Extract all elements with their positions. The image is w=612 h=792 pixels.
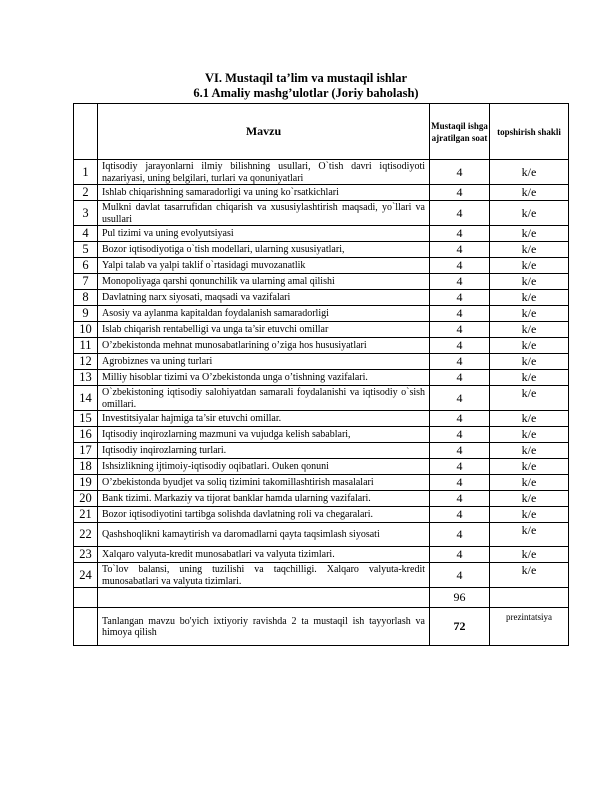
total-empty-form bbox=[490, 588, 569, 608]
row-form: k/e bbox=[490, 274, 569, 290]
row-hours: 4 bbox=[430, 443, 490, 459]
row-form: k/e bbox=[490, 386, 569, 411]
table-row bbox=[74, 201, 569, 226]
row-number: 16 bbox=[74, 427, 98, 443]
extra-empty-num bbox=[74, 608, 98, 646]
row-number: 24 bbox=[74, 563, 98, 588]
row-number: 6 bbox=[74, 258, 98, 274]
row-topic: Iqtisodiy inqirozlarning turlari. bbox=[98, 443, 430, 459]
row-form: k/e bbox=[490, 411, 569, 427]
total-empty-num bbox=[74, 588, 98, 608]
section-title: VI. Mustaqil ta’lim va mustaqil ishlar bbox=[204, 71, 408, 85]
table-row bbox=[74, 338, 569, 354]
row-form: k/e bbox=[490, 459, 569, 475]
row-number: 19 bbox=[74, 475, 98, 491]
row-hours: 4 bbox=[430, 185, 490, 201]
table-row bbox=[74, 226, 569, 242]
extra-topic: Tanlangan mavzu bo'yich ixtiyoriy ravishda 2 ta mustaqil ish tayyorlash va himoya qilish bbox=[98, 608, 430, 646]
row-form: k/e bbox=[490, 306, 569, 322]
row-form: k/e bbox=[490, 258, 569, 274]
row-number: 11 bbox=[74, 338, 98, 354]
table-row bbox=[74, 386, 569, 411]
row-number: 21 bbox=[74, 507, 98, 523]
row-number: 8 bbox=[74, 290, 98, 306]
row-topic: Iqtisodiy jarayonlarni ilmiy bilishning usullari, O`tish davri iqtisodiyoti nazariyasi, uning belgilari, turlari va qonuniyatlari bbox=[98, 160, 430, 185]
row-form: k/e bbox=[490, 547, 569, 563]
row-hours: 4 bbox=[430, 242, 490, 258]
table-row bbox=[74, 475, 569, 491]
table-row bbox=[74, 370, 569, 386]
row-number: 10 bbox=[74, 322, 98, 338]
row-hours: 4 bbox=[430, 491, 490, 507]
row-topic: Davlatning narx siyosati, maqsadi va vazifalari bbox=[98, 290, 430, 306]
row-hours: 4 bbox=[430, 258, 490, 274]
row-form: k/e bbox=[490, 338, 569, 354]
row-form: k/e bbox=[490, 475, 569, 491]
row-form: k/e bbox=[490, 201, 569, 226]
row-hours: 4 bbox=[430, 306, 490, 322]
row-topic: Asosiy va aylanma kapitaldan foydalanish samaradorligi bbox=[98, 306, 430, 322]
row-topic: O’zbekistonda byudjet va soliq tizimini takomillashtirish masalalari bbox=[98, 475, 430, 491]
row-number: 13 bbox=[74, 370, 98, 386]
row-topic: O`zbekistoning iqtisodiy salohiyatdan samarali foydalanishi va iqtisodiy o`sish omillari. bbox=[98, 386, 430, 411]
row-form: k/e bbox=[490, 491, 569, 507]
row-number: 14 bbox=[74, 386, 98, 411]
row-number: 12 bbox=[74, 354, 98, 370]
row-form: k/e bbox=[490, 427, 569, 443]
row-form: k/e bbox=[490, 185, 569, 201]
row-number: 4 bbox=[74, 226, 98, 242]
row-form: k/e bbox=[490, 507, 569, 523]
total-hours: 96 bbox=[430, 588, 490, 608]
row-topic: Pul tizimi va uning evolyutsiyasi bbox=[98, 226, 430, 242]
row-topic: Xalqaro valyuta-kredit munosabatlari va valyuta tizimlari. bbox=[98, 547, 430, 563]
row-form: k/e bbox=[490, 242, 569, 258]
total-row bbox=[74, 588, 569, 608]
row-form: k/e bbox=[490, 370, 569, 386]
table-row bbox=[74, 258, 569, 274]
row-form: k/e bbox=[490, 226, 569, 242]
table-row bbox=[74, 507, 569, 523]
row-number: 2 bbox=[74, 185, 98, 201]
row-topic: O’zbekistonda mehnat munosabatlarining o’ziga hos hususiyatlari bbox=[98, 338, 430, 354]
row-form: k/e bbox=[490, 160, 569, 185]
row-number: 20 bbox=[74, 491, 98, 507]
row-number: 23 bbox=[74, 547, 98, 563]
row-hours: 4 bbox=[430, 201, 490, 226]
independent-work-table bbox=[73, 103, 569, 646]
row-hours: 4 bbox=[430, 338, 490, 354]
row-hours: 4 bbox=[430, 563, 490, 588]
row-topic: Bozor iqtisodiyotini tartibga solishda davlatning roli va chegaralari. bbox=[98, 507, 430, 523]
row-topic: Investitsiyalar hajmiga ta’sir etuvchi omillar. bbox=[98, 411, 430, 427]
table-row bbox=[74, 242, 569, 258]
table-row bbox=[74, 491, 569, 507]
row-hours: 4 bbox=[430, 386, 490, 411]
row-number: 9 bbox=[74, 306, 98, 322]
header-num bbox=[74, 104, 98, 160]
row-hours: 4 bbox=[430, 370, 490, 386]
table-row bbox=[74, 185, 569, 201]
extra-row bbox=[74, 608, 569, 646]
row-topic: Islab chiqarish rentabelligi va unga ta’sir etuvchi omillar bbox=[98, 322, 430, 338]
row-topic: Yalpi talab va yalpi taklif o`rtasidagi muvozanatlik bbox=[98, 258, 430, 274]
row-form: k/e bbox=[490, 563, 569, 588]
row-number: 5 bbox=[74, 242, 98, 258]
row-hours: 4 bbox=[430, 475, 490, 491]
row-topic: Mulkni davlat tasarrufidan chiqarish va xususiylashtirish maqsadi, yo`llari va usullari bbox=[98, 201, 430, 226]
row-topic: Monopoliyaga qarshi qonunchilik va ularning amal qilishi bbox=[98, 274, 430, 290]
row-topic: Qashshoqlikni kamaytirish va daromadlarni qayta taqsimlash siyosati bbox=[98, 523, 430, 547]
row-number: 18 bbox=[74, 459, 98, 475]
table-row bbox=[74, 306, 569, 322]
row-topic: Iqtisodiy inqirozlarning mazmuni va vujudga kelish sabablari, bbox=[98, 427, 430, 443]
row-form: k/e bbox=[490, 443, 569, 459]
row-topic: To`lov balansi, uning tuzilishi va taqchilligi. Xalqaro valyuta-kredit munosabatlari va valyuta tizimlari. bbox=[98, 563, 430, 588]
header-form: topshirish shakli bbox=[490, 104, 569, 160]
row-number: 15 bbox=[74, 411, 98, 427]
table-row bbox=[74, 160, 569, 185]
row-form: k/e bbox=[490, 322, 569, 338]
row-hours: 4 bbox=[430, 160, 490, 185]
row-hours: 4 bbox=[430, 226, 490, 242]
header-topic: Mavzu bbox=[98, 104, 430, 160]
extra-form: prezintatsiya bbox=[490, 608, 569, 646]
row-topic: Milliy hisoblar tizimi va O’zbekistonda unga o’tishning vazifalari. bbox=[98, 370, 430, 386]
header-hours: Mustaqil ishga ajratilgan soat bbox=[430, 104, 490, 160]
row-hours: 4 bbox=[430, 411, 490, 427]
row-hours: 4 bbox=[430, 274, 490, 290]
table-row bbox=[74, 427, 569, 443]
row-number: 22 bbox=[74, 523, 98, 547]
row-hours: 4 bbox=[430, 507, 490, 523]
table-row bbox=[74, 443, 569, 459]
row-topic: Bozor iqtisodiyotiga o`tish modellari, ularning xususiyatlari, bbox=[98, 242, 430, 258]
row-hours: 4 bbox=[430, 547, 490, 563]
row-topic: Ishlab chiqarishning samaradorligi va uning ko`rsatkichlari bbox=[98, 185, 430, 201]
row-hours: 4 bbox=[430, 354, 490, 370]
row-topic: Agrobiznes va uning turlari bbox=[98, 354, 430, 370]
row-number: 17 bbox=[74, 443, 98, 459]
table-header-row bbox=[74, 104, 569, 160]
table-row bbox=[74, 547, 569, 563]
row-number: 7 bbox=[74, 274, 98, 290]
subsection-title: 6.1 Amaliy mashg’ulotlar (Joriy baholash) bbox=[193, 86, 419, 100]
table-row bbox=[74, 354, 569, 370]
table-row bbox=[74, 563, 569, 588]
table-row bbox=[74, 459, 569, 475]
row-form: k/e bbox=[490, 290, 569, 306]
extra-hours: 72 bbox=[430, 608, 490, 646]
row-form: k/e bbox=[490, 354, 569, 370]
table-row bbox=[74, 274, 569, 290]
row-hours: 4 bbox=[430, 523, 490, 547]
row-topic: Ishsizlikning ijtimoiy-iqtisodiy oqibatlari. Ouken qonuni bbox=[98, 459, 430, 475]
table-row bbox=[74, 523, 569, 547]
row-form: k/e bbox=[490, 523, 569, 547]
row-number: 3 bbox=[74, 201, 98, 226]
table-row bbox=[74, 411, 569, 427]
table-row bbox=[74, 322, 569, 338]
table-row bbox=[74, 290, 569, 306]
row-topic: Bank tizimi. Markaziy va tijorat banklar hamda ularning vazifalari. bbox=[98, 491, 430, 507]
row-number: 1 bbox=[74, 160, 98, 185]
row-hours: 4 bbox=[430, 427, 490, 443]
row-hours: 4 bbox=[430, 459, 490, 475]
row-hours: 4 bbox=[430, 322, 490, 338]
total-empty-topic bbox=[98, 588, 430, 608]
row-hours: 4 bbox=[430, 290, 490, 306]
